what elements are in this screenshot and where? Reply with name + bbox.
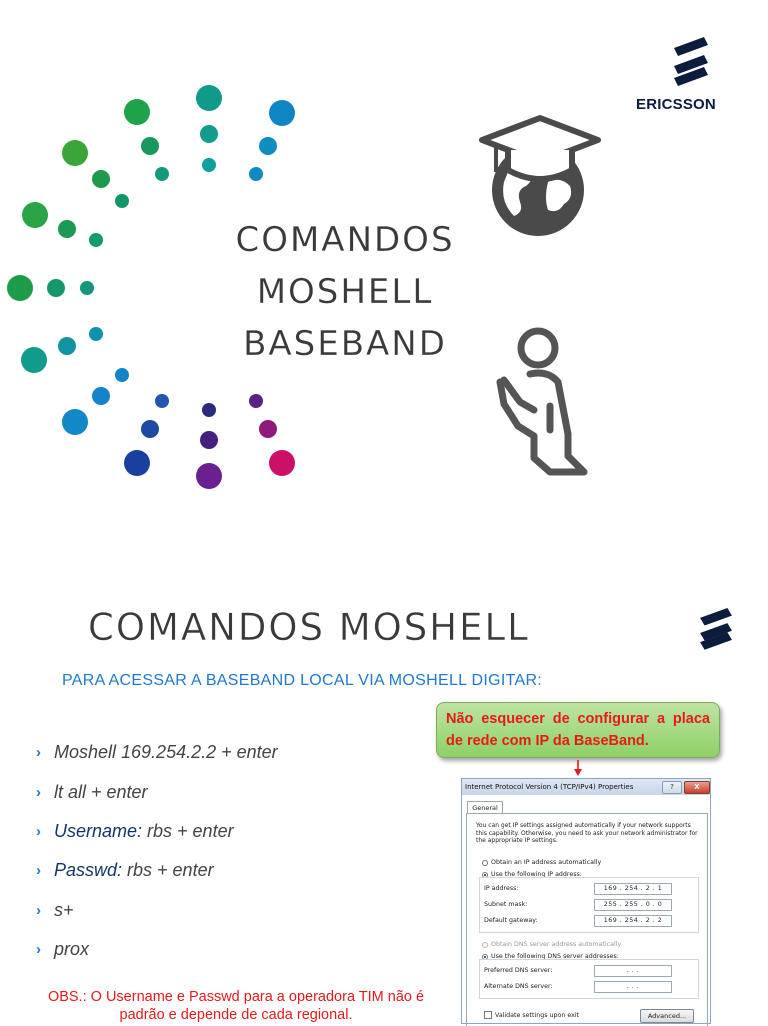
preferred-dns-field[interactable]: . . . [594, 965, 672, 977]
logo-dot [155, 167, 169, 181]
title-line-3: BASEBAND [243, 324, 447, 364]
logo-dot [115, 194, 129, 208]
logo-dot [196, 85, 222, 111]
network-config-callout: Não esquecer de configurar a placa de rede com IP da BaseBand. [436, 702, 720, 758]
ip-address-label: IP address: [484, 885, 519, 892]
logo-dot [200, 125, 218, 143]
logo-dot [7, 275, 33, 301]
subnet-mask-field[interactable]: 255 . 255 . 0 . 0 [594, 899, 672, 911]
logo-dot [259, 420, 277, 438]
checkbox-icon [484, 1011, 492, 1019]
instructions-subtitle: PARA ACESSAR A BASEBAND LOCAL VIA MOSHELL DIGITAR: [62, 672, 543, 689]
checkbox-label: Validate settings upon exit [495, 1011, 580, 1019]
radio-label: Obtain DNS server address automatically [491, 941, 622, 948]
logo-dot [141, 137, 159, 155]
command-keyword: Username: [54, 820, 143, 841]
command-text: prox [54, 939, 90, 960]
kneeling-person-icon [490, 326, 590, 488]
ericsson-logo-small-icon [694, 604, 738, 656]
chevron-right-icon: › [36, 941, 41, 959]
slide-title [200, 214, 490, 370]
advanced-button[interactable]: Advanced... [640, 1009, 694, 1023]
chevron-right-icon: › [36, 901, 41, 919]
logo-dot [62, 409, 88, 435]
logo-dot [249, 394, 263, 408]
title-line-2: MOSHELL [256, 272, 434, 312]
slide-2-title: COMANDOS MOSHELL [88, 606, 530, 649]
dialog-description: You can get IP settings assigned automatically if your network supports this capability. Otherwise, you need to ask your network administrator for the appropriate IP settings. [476, 822, 698, 844]
command-item [36, 891, 416, 930]
command-keyword: Passwd: [54, 860, 123, 881]
ip-address-row [484, 883, 692, 895]
default-gateway-field[interactable]: 169 . 254 . 2 . 2 [594, 915, 672, 927]
logo-dot [21, 347, 47, 373]
logo-dot [200, 431, 218, 449]
logo-dot [202, 403, 216, 417]
logo-dot [58, 220, 76, 238]
logo-dot [92, 170, 110, 188]
alternate-dns-label: Alternate DNS server: [484, 983, 553, 990]
radio-icon [482, 860, 488, 866]
logo-dot [115, 368, 129, 382]
tab-general[interactable]: General [467, 801, 503, 814]
alternate-dns-row [484, 981, 692, 993]
logo-dot [58, 337, 76, 355]
subnet-mask-row [484, 899, 692, 911]
logo-dot [92, 387, 110, 405]
command-text: lt all + enter [54, 781, 148, 802]
radio-obtain-ip-auto[interactable] [482, 859, 601, 866]
title-line-1: COMANDOS [235, 220, 455, 260]
chevron-right-icon: › [36, 862, 41, 880]
command-text: rbs + enter [142, 820, 234, 841]
chevron-right-icon: › [36, 744, 41, 762]
logo-dot [89, 327, 103, 341]
command-list [36, 733, 416, 969]
logo-dot [269, 450, 295, 476]
radio-icon [482, 942, 488, 948]
logo-dot [22, 202, 48, 228]
ipv4-properties-dialog [461, 778, 711, 1024]
logo-dot [124, 99, 150, 125]
arrow-down-icon [573, 760, 583, 778]
dialog-titlebar [462, 779, 710, 795]
dialog-title: Internet Protocol Version 4 (TCP/IPv4) Properties [465, 783, 634, 791]
logo-dot [155, 394, 169, 408]
ericsson-logo-text: ERICSSON [636, 96, 716, 113]
logo-dot [249, 167, 263, 181]
help-button[interactable]: ? [662, 781, 682, 794]
logo-dot [196, 463, 222, 489]
logo-dot [47, 279, 65, 297]
radio-obtain-dns-auto[interactable] [482, 941, 621, 948]
logo-dot [259, 137, 277, 155]
validate-settings-checkbox[interactable] [484, 1011, 579, 1019]
logo-dot [80, 281, 94, 295]
default-gateway-label: Default gateway: [484, 917, 538, 924]
command-text: s+ [54, 899, 74, 920]
observation-note: OBS.: O Username e Passwd para a operadora TIM não é padrão e depende de cada regional. [47, 989, 425, 1023]
ip-address-field[interactable]: 169 . 254 . 2 . 1 [594, 883, 672, 895]
preferred-dns-row [484, 965, 692, 977]
preferred-dns-label: Preferred DNS server: [484, 967, 553, 974]
logo-dot [202, 158, 216, 172]
command-item [36, 930, 416, 969]
chevron-right-icon: › [36, 822, 41, 840]
default-gateway-row [484, 915, 692, 927]
logo-dot [124, 450, 150, 476]
chevron-right-icon: › [36, 783, 41, 801]
command-text: rbs + enter [122, 860, 214, 881]
radio-label: Use the following DNS server addresses: [491, 953, 619, 960]
command-item [36, 733, 416, 772]
alternate-dns-field[interactable]: . . . [594, 981, 672, 993]
logo-dot [141, 420, 159, 438]
logo-dot [269, 100, 295, 126]
graduation-globe-icon [478, 112, 602, 238]
radio-label: Use the following IP address: [491, 871, 582, 878]
command-text: Moshell 169.254.2.2 + enter [54, 742, 278, 763]
close-button[interactable]: X [684, 781, 710, 794]
logo-dot [89, 233, 103, 247]
ericsson-logo-icon [660, 36, 718, 88]
command-item [36, 851, 416, 890]
logo-dot [62, 140, 88, 166]
command-item [36, 772, 416, 811]
radio-label: Obtain an IP address automatically [491, 859, 602, 866]
command-item [36, 812, 416, 851]
subnet-mask-label: Subnet mask: [484, 901, 528, 908]
